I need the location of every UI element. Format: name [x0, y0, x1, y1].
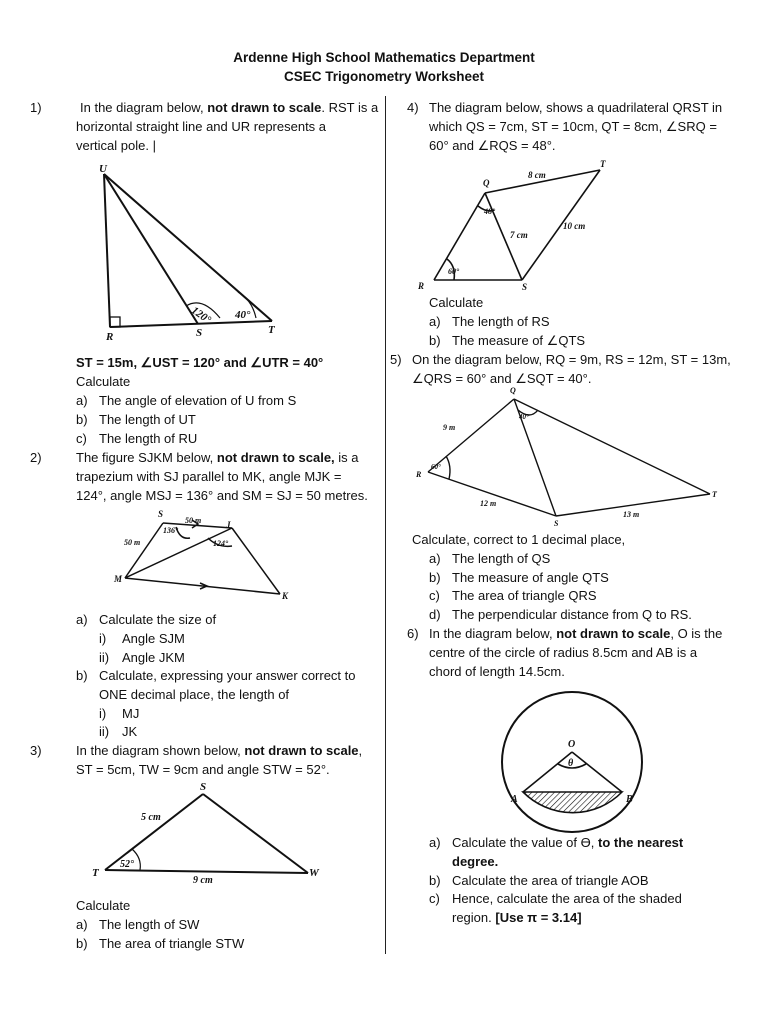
q1-calculate: Calculate	[76, 374, 131, 389]
q5-label-st: 13 m	[623, 510, 640, 519]
q5-label-R: R	[416, 470, 422, 479]
q5-label-rs: 12 m	[480, 499, 497, 508]
q4-angle-60: 60°	[448, 267, 460, 276]
q5-label-T: T	[712, 490, 717, 499]
q3-text-line2: ST = 5cm, TW = 9cm and angle STW = 52°.	[76, 762, 330, 777]
q6-part-c-line2: region. [Use π = 3.14]	[452, 910, 582, 925]
q4-text-line2: which QS = 7cm, ST = 10cm, QT = 8cm, ∠SRQ =	[429, 119, 717, 134]
q1-part-a: The angle of elevation of U from S	[99, 393, 297, 408]
q4-label-R: R	[418, 281, 425, 291]
q2-number: 2)	[30, 450, 42, 465]
worksheet-subject-title: CSEC Trigonometry Worksheet	[283, 69, 485, 84]
q4-part-b-label: b)	[429, 333, 441, 348]
q4-label-T: T	[600, 159, 606, 169]
q2-angle-136: 136°	[163, 526, 179, 535]
q4-label-Q: Q	[483, 178, 490, 188]
q2-part-b-line2: ONE decimal place, the length of	[99, 687, 290, 702]
q6-number: 6)	[407, 626, 419, 641]
q1-angle-120: 120°	[189, 304, 214, 327]
q3-part-a-label: a)	[76, 917, 88, 932]
q5-part-c-label: c)	[429, 588, 440, 603]
q2-part-b-ii: JK	[122, 724, 138, 739]
q2-text-line3: 124°, angle MSJ = 136° and SM = SJ = 50 metres.	[76, 488, 368, 503]
q1-text-line3: vertical pole. |	[76, 138, 156, 153]
q6-part-a-line1: Calculate the value of ϴ, to the nearest	[452, 835, 684, 850]
q4-angle-48: 48°	[484, 207, 496, 216]
q1-label-T: T	[268, 324, 275, 336]
q2-part-a-ii-label: ii)	[99, 650, 110, 665]
q2-part-a: Calculate the size of	[99, 612, 217, 627]
q2-part-b-i: MJ	[122, 706, 140, 721]
q6-text-line3: chord of length 14.5cm.	[429, 664, 565, 679]
q5-text-line2: ∠QRS = 60° and ∠SQT = 40°.	[412, 371, 592, 386]
q3-label-tw: 9 cm	[193, 875, 213, 886]
q1-part-b-label: b)	[76, 412, 88, 427]
q3-part-b: The area of triangle STW	[99, 936, 245, 951]
q2-label-sj: 50 m	[185, 516, 202, 525]
q5-number: 5)	[390, 352, 402, 367]
q4-label-qs: 7 cm	[510, 230, 528, 240]
q5-text-line1: On the diagram below, RQ = 9m, RS = 12m, ST = 13m,	[412, 352, 731, 367]
q2-angle-124: 124°	[213, 539, 229, 548]
q4-part-b: The measure of ∠QTS	[452, 333, 586, 348]
q5-part-d: The perpendicular distance from Q to RS.	[452, 607, 692, 622]
q2-part-a-label: a)	[76, 612, 88, 627]
q5-label-S: S	[554, 519, 559, 528]
q4-text-line1: The diagram below, shows a quadrilateral QRST in	[429, 100, 723, 115]
q3-part-b-label: b)	[76, 936, 88, 951]
q4-label-st: 10 cm	[563, 221, 586, 231]
q2-part-b-ii-label: ii)	[99, 724, 110, 739]
q5-part-b-label: b)	[429, 570, 441, 585]
q1-part-c-label: c)	[76, 431, 87, 446]
q3-label-S: S	[200, 781, 207, 793]
q1-angle-40: 40°	[235, 309, 251, 321]
q5-part-d-label: d)	[429, 607, 441, 622]
q4-number: 4)	[407, 100, 419, 115]
q1-given: ST = 15m, ∠UST = 120° and ∠UTR = 40°	[76, 355, 324, 370]
q3-calculate: Calculate	[76, 898, 131, 913]
q1-part-a-label: a)	[76, 393, 88, 408]
q6-part-b-label: b)	[429, 873, 441, 888]
q3-text-line1: In the diagram shown below, not drawn to scale,	[76, 743, 363, 758]
q1-label-S: S	[196, 327, 203, 339]
q6-label-B: B	[626, 794, 633, 805]
q2-label-J: J	[226, 520, 231, 530]
q4-label-S: S	[522, 282, 528, 292]
q6-part-c-line1: Hence, calculate the area of the shaded	[452, 891, 682, 906]
q4-label-qt: 8 cm	[528, 170, 546, 180]
q4-part-a: The length of RS	[452, 314, 550, 329]
q6-text-line1: In the diagram below, not drawn to scale, O is the	[429, 626, 723, 641]
q2-part-a-i: Angle SJM	[122, 631, 185, 646]
q1-part-c: The length of RU	[99, 431, 198, 446]
q5-label-rq: 9 m	[443, 423, 456, 432]
q6-text-line2: centre of the circle of radius 8.5cm and AB is a	[429, 645, 698, 660]
q2-part-a-ii: Angle JKM	[122, 650, 185, 665]
q6-part-c-label: c)	[429, 891, 440, 906]
q2-part-b-line1: Calculate, expressing your answer correct to	[99, 668, 356, 683]
q1-label-R: R	[106, 331, 114, 343]
q6-label-theta: θ	[568, 758, 574, 769]
q6-part-a-label: a)	[429, 835, 441, 850]
q6-label-O: O	[568, 739, 576, 750]
q5-calculate: Calculate, correct to 1 decimal place,	[412, 532, 626, 547]
q3-part-a: The length of SW	[99, 917, 200, 932]
q3-number: 3)	[30, 743, 42, 758]
q5-label-Q: Q	[510, 386, 516, 395]
q5-angle-40: 40°	[519, 413, 529, 421]
q5-part-b: The measure of angle QTS	[452, 570, 609, 585]
q2-text-line1: The figure SJKM below, not drawn to scale, is a	[76, 450, 359, 465]
q6-label-A: A	[511, 794, 518, 805]
q1-text-line2: horizontal straight line and UR represents a	[76, 119, 327, 134]
q6-part-b: Calculate the area of triangle AOB	[452, 873, 649, 888]
q3-angle-52: 52°	[120, 859, 134, 870]
q2-text-line2: trapezium with SJ parallel to MK, angle MJK =	[76, 469, 342, 484]
q5-part-a-label: a)	[429, 551, 441, 566]
q6-part-a-line2: degree.	[452, 854, 499, 869]
q5-part-a: The length of QS	[452, 551, 551, 566]
q4-part-a-label: a)	[429, 314, 441, 329]
q3-label-W: W	[309, 867, 319, 879]
q4-text-line3: 60° and ∠RQS = 48°.	[429, 138, 556, 153]
q3-label-T: T	[92, 867, 99, 879]
q2-label-S: S	[158, 509, 164, 519]
worksheet-school-title: Ardenne High School Mathematics Department	[233, 50, 535, 65]
q1-number: 1)	[30, 100, 42, 115]
q4-calculate: Calculate	[429, 295, 484, 310]
q3-label-st: 5 cm	[141, 812, 161, 823]
q2-label-M: M	[114, 574, 123, 584]
q5-part-c: The area of triangle QRS	[452, 588, 597, 603]
q1-text-line1: In the diagram below, not drawn to scale. RST is a	[80, 100, 379, 115]
q2-label-K: K	[282, 591, 289, 601]
q1-part-b: The length of UT	[99, 412, 196, 427]
q2-part-b-i-label: i)	[99, 706, 107, 721]
q2-part-a-i-label: i)	[99, 631, 107, 646]
q2-label-sm: 50 m	[124, 538, 141, 547]
q5-angle-60: 60°	[431, 463, 441, 471]
q1-label-U: U	[99, 163, 107, 175]
q2-part-b-label: b)	[76, 668, 88, 683]
